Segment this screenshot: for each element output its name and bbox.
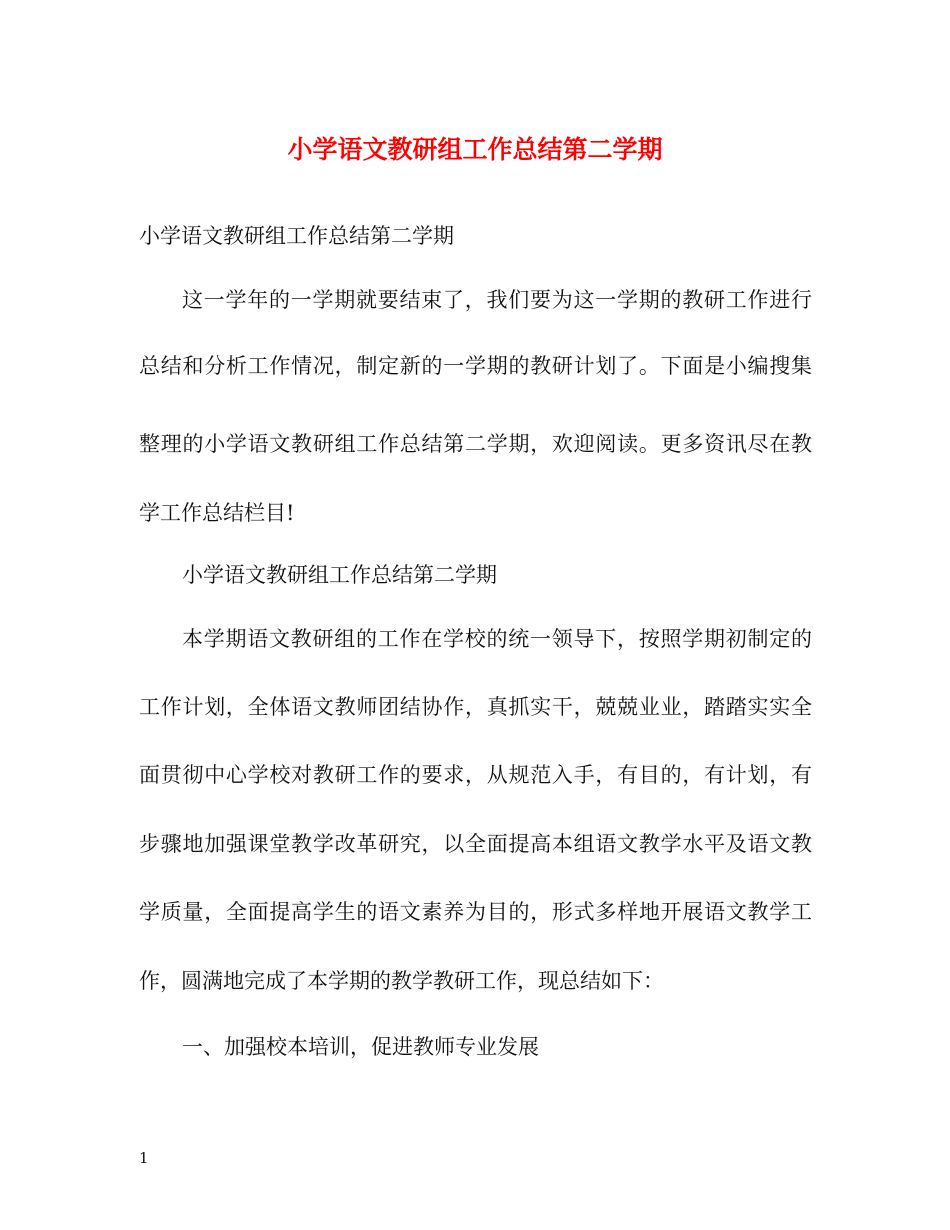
paragraph-line: 学工作总结栏目!: [139, 501, 295, 525]
paragraph-line: 本学期语文教研组的工作在学校的统一领导下，按照学期初制定的: [182, 627, 812, 651]
paragraph-line: 学质量，全面提高学生的语文素养为目的，形式多样地开展语文教学工: [139, 900, 812, 924]
section-heading: 小学语文教研组工作总结第二学期: [182, 563, 497, 587]
subtitle-line: 小学语文教研组工作总结第二学期: [139, 224, 454, 248]
paragraph-line: 面贯彻中心学校对教研工作的要求，从规范入手，有目的，有计划，有: [139, 763, 812, 787]
page-number: 1: [139, 1149, 149, 1167]
document-title: 小学语文教研组工作总结第二学期: [287, 135, 663, 164]
paragraph-line: 工作计划，全体语文教师团结协作，真抓实干，兢兢业业，踏踏实实全: [139, 695, 812, 719]
paragraph-line: 整理的小学语文教研组工作总结第二学期，欢迎阅读。更多资讯尽在教: [139, 432, 812, 456]
paragraph-line: 步骤地加强课堂教学改革研究，以全面提高本组语文教学水平及语文教: [139, 832, 812, 856]
paragraph-line: 这一学年的一学期就要结束了，我们要为这一学期的教研工作进行: [182, 288, 812, 312]
paragraph-line: 总结和分析工作情况，制定新的一学期的教研计划了。下面是小编搜集: [139, 354, 812, 378]
section-heading: 一、加强校本培训，促进教师专业发展: [182, 1035, 539, 1059]
paragraph-line: 作，圆满地完成了本学期的教学教研工作，现总结如下：: [139, 969, 664, 993]
